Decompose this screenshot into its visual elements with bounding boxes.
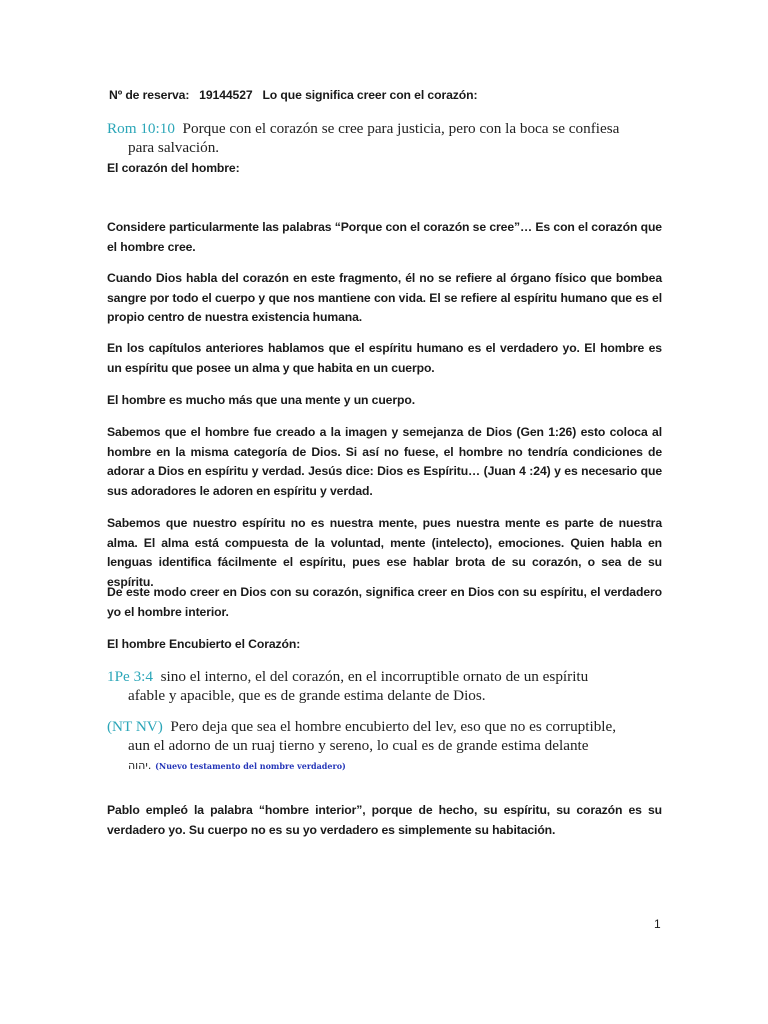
reservation-header — [109, 88, 477, 102]
page-number: 1 — [654, 917, 661, 931]
verse-text-line: para salvación. — [128, 139, 220, 156]
verse-text-line: aun el adorno de un ruaj tierno y sereno, lo cual es de grande estima delante — [128, 737, 589, 754]
verse-reference: Rom 10:10 — [107, 120, 175, 137]
hebrew-divine-name: יהוה. — [128, 759, 152, 772]
section-heading: El hombre Encubierto el Corazón: — [107, 637, 301, 651]
verse-rom-10-10 — [107, 119, 665, 157]
verse-reference: (NT NV) — [107, 718, 163, 735]
verse-text-line: afable y apacible, que es de grande estima delante de Dios. — [128, 687, 486, 704]
paragraph: Pablo empleó la palabra “hombre interior”, porque de hecho, su espíritu, su corazón es su verdadero yo. Su cuerpo no es su yo verdadero es simplemente su habitación. — [107, 803, 662, 837]
reservation-label: Nº de reserva: — [109, 88, 190, 102]
translation-note: (Nuevo testamento del nombre verdadero) — [155, 761, 346, 771]
verse-text-line: Pero deja que sea el hombre encubierto del lev, eso que no es corruptible, — [170, 718, 617, 735]
document-title: Lo que significa creer con el corazón: — [262, 88, 478, 102]
verse-nt-nv — [107, 717, 665, 776]
paragraph: Cuando Dios habla del corazón en este fragmento, él no se refiere al órgano físico que bombea sangre por todo el cuerpo y que nos mantiene con vida. El se refiere al espíritu humano que es el propio centro de nuestra existencia humana. — [107, 271, 662, 324]
verse-text-line — [107, 755, 665, 776]
paragraph: El hombre es mucho más que una mente y un cuerpo. — [107, 393, 415, 407]
verse-text-line: sino el interno, el del corazón, en el incorruptible ornato de un espíritu — [160, 668, 589, 685]
verse-text-line: Porque con el corazón se cree para justicia, pero con la boca se confiesa — [182, 120, 620, 137]
reservation-number: 19144527 — [199, 88, 253, 102]
paragraph: Considere particularmente las palabras “Porque con el corazón se cree”… Es con el corazón que el hombre cree. — [107, 220, 662, 254]
paragraph: De este modo creer en Dios con su corazón, significa creer en Dios con su espíritu, el verdadero yo el hombre interior. — [107, 585, 662, 619]
verse-1pe-3-4 — [107, 667, 665, 705]
paragraph: Sabemos que el hombre fue creado a la imagen y semejanza de Dios (Gen 1:26) esto coloca al hombre en la misma categoría de Dios. Si así no fuese, el hombre no tendría condiciones de adorar a Dios en espíritu y verdad. Jesús dice: Dios es Espíritu… (Juan 4 :24) y es necesario que sus adoradores le adoren en espíritu y verdad. — [107, 425, 662, 498]
section-heading: El corazón del hombre: — [107, 161, 240, 175]
verse-reference: 1Pe 3:4 — [107, 668, 153, 685]
paragraph: Sabemos que nuestro espíritu no es nuestra mente, pues nuestra mente es parte de nuestra alma. El alma está compuesta de la voluntad, mente (intelecto), emociones. Quien habla en lenguas identifica fácilmente el espíritu, pues ese hablar brota de su corazón, o sea de su espíritu. — [107, 516, 662, 589]
paragraph: En los capítulos anteriores hablamos que el espíritu humano es el verdadero yo. El hombre es un espíritu que posee un alma y que habita en un cuerpo. — [107, 341, 662, 375]
